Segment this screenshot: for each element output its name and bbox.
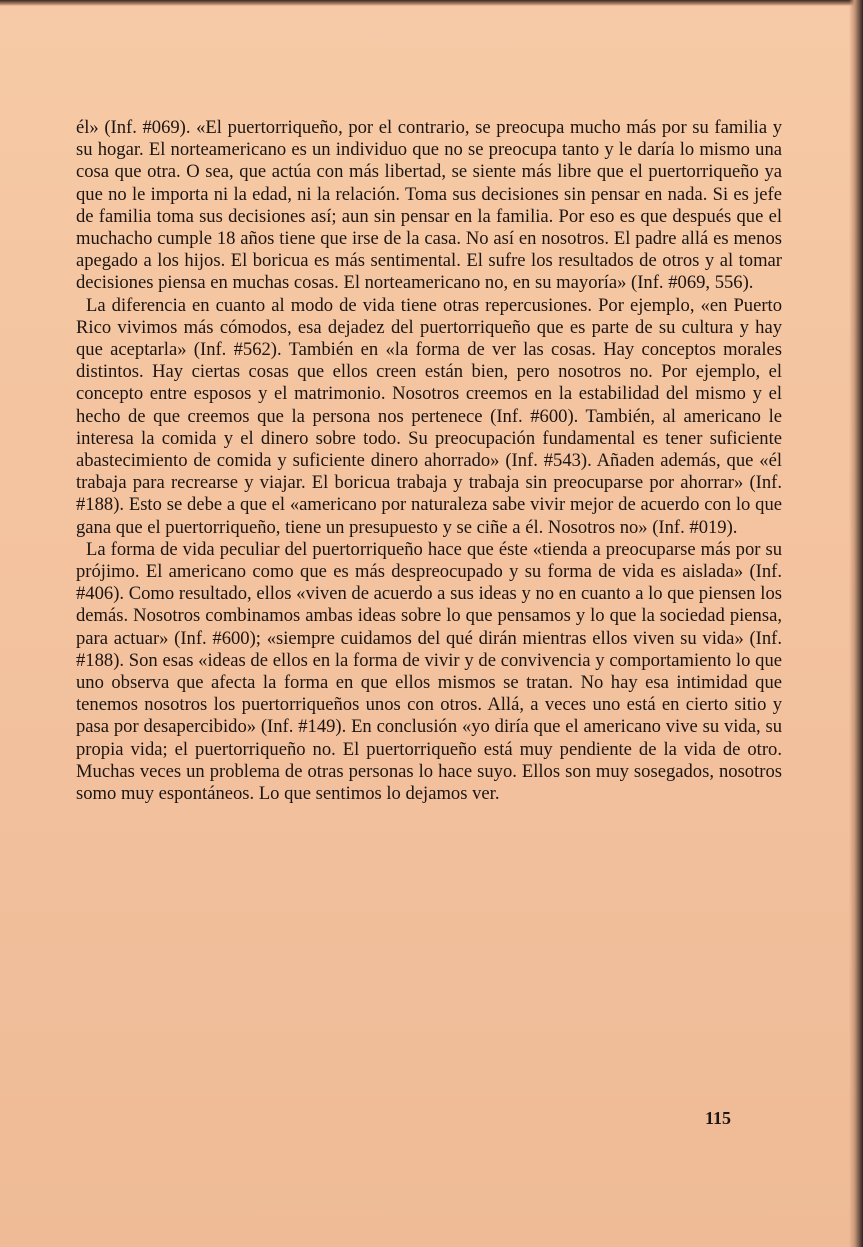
paragraph-1: él» (Inf. #069). «El puertorriqueño, por el contrario, se preocupa mucho más por su familia y su hogar. El norteamericano es un individuo que no se preocupa tanto y le daría lo mismo una cosa que otra. O sea, que actúa con más libertad, se siente más libre que el puertorriqueño ya que no le importa ni la edad, ni la relación. Toma sus decisiones sin pensar en nada. Si es jefe de familia toma sus decisiones así; aun sin pensar en la familia. Por eso es que después que el muchacho cumple 18 años tiene que irse de la casa. No así en nosotros. El padre allá es menos apegado a los hijos. El boricua es más sentimental. El sufre los resultados de otros y al tomar decisiones piensa en muchas cosas. El norteamericano no, en su mayoría» (Inf. #069, 556).: [76, 117, 782, 294]
page-number: 115: [705, 1108, 732, 1128]
paragraph-2: La diferencia en cuanto al modo de vida tiene otras repercusiones. Por ejemplo, «en Puerto Rico vivimos más cómodos, esa dejadez del puertorriqueño que es parte de su cultura y hay que aceptarla» (Inf. #562). También en «la forma de ver las cosas. Hay conceptos morales distintos. Hay ciertas cosas que ellos creen están bien, pero nosotros no. Por ejemplo, el concepto entre esposos y el matrimonio. Nosotros creemos en la estabilidad del mismo y el hecho de que creemos que la persona nos pertenece (Inf. #600). También, al americano le interesa la comida y el dinero sobre todo. Su preocupación fundamental es tener suficiente abastecimiento de comida y suficiente dinero ahorrado» (Inf. #543). Añaden además, que «él trabaja para recrearse y viajar. El boricua trabaja y trabaja sin preocuparse por ahorrar» (Inf. #188). Esto se debe a que el «americano por naturaleza sabe vivir mejor de acuerdo con lo que gana que el puertorriqueño, tiene un presupuesto y se ciñe a él. Nosotros no» (Inf. #019).: [76, 294, 782, 538]
page-binding-shadow: [849, 0, 863, 1247]
page-top-shadow: [0, 0, 863, 6]
body-text: [76, 117, 782, 805]
paragraph-3: La forma de vida peculiar del puertorriqueño hace que éste «tienda a preocuparse más por su prójimo. El americano como que es más despreocupado y su forma de vida es aislada» (Inf. #406). Como resultado, ellos «viven de acuerdo a sus ideas y no en cuanto a lo que piensen los demás. Nosotros combinamos ambas ideas sobre lo que pensamos y lo que la sociedad piensa, para actuar» (Inf. #600); «siempre cuidamos del qué dirán mientras ellos viven su vida» (Inf. #188). Son esas «ideas de ellos en la forma de vivir y de convivencia y comportamiento lo que uno observa que afecta la forma en que ellos mismos se tratan. No hay esa intimidad que tenemos nosotros los puertorriqueños unos con otros. Allá, a veces uno está en cierto sitio y pasa por desapercibido» (Inf. #149). En conclusión «yo diría que el americano vive su vida, su propia vida; el puertorriqueño no. El puertorriqueño está muy pendiente de la vida de otro. Muchas veces un problema de otras personas lo hace suyo. Ellos son muy sosegados, nosotros somo muy espontáneos. Lo que sentimos lo dejamos ver.: [76, 538, 782, 805]
